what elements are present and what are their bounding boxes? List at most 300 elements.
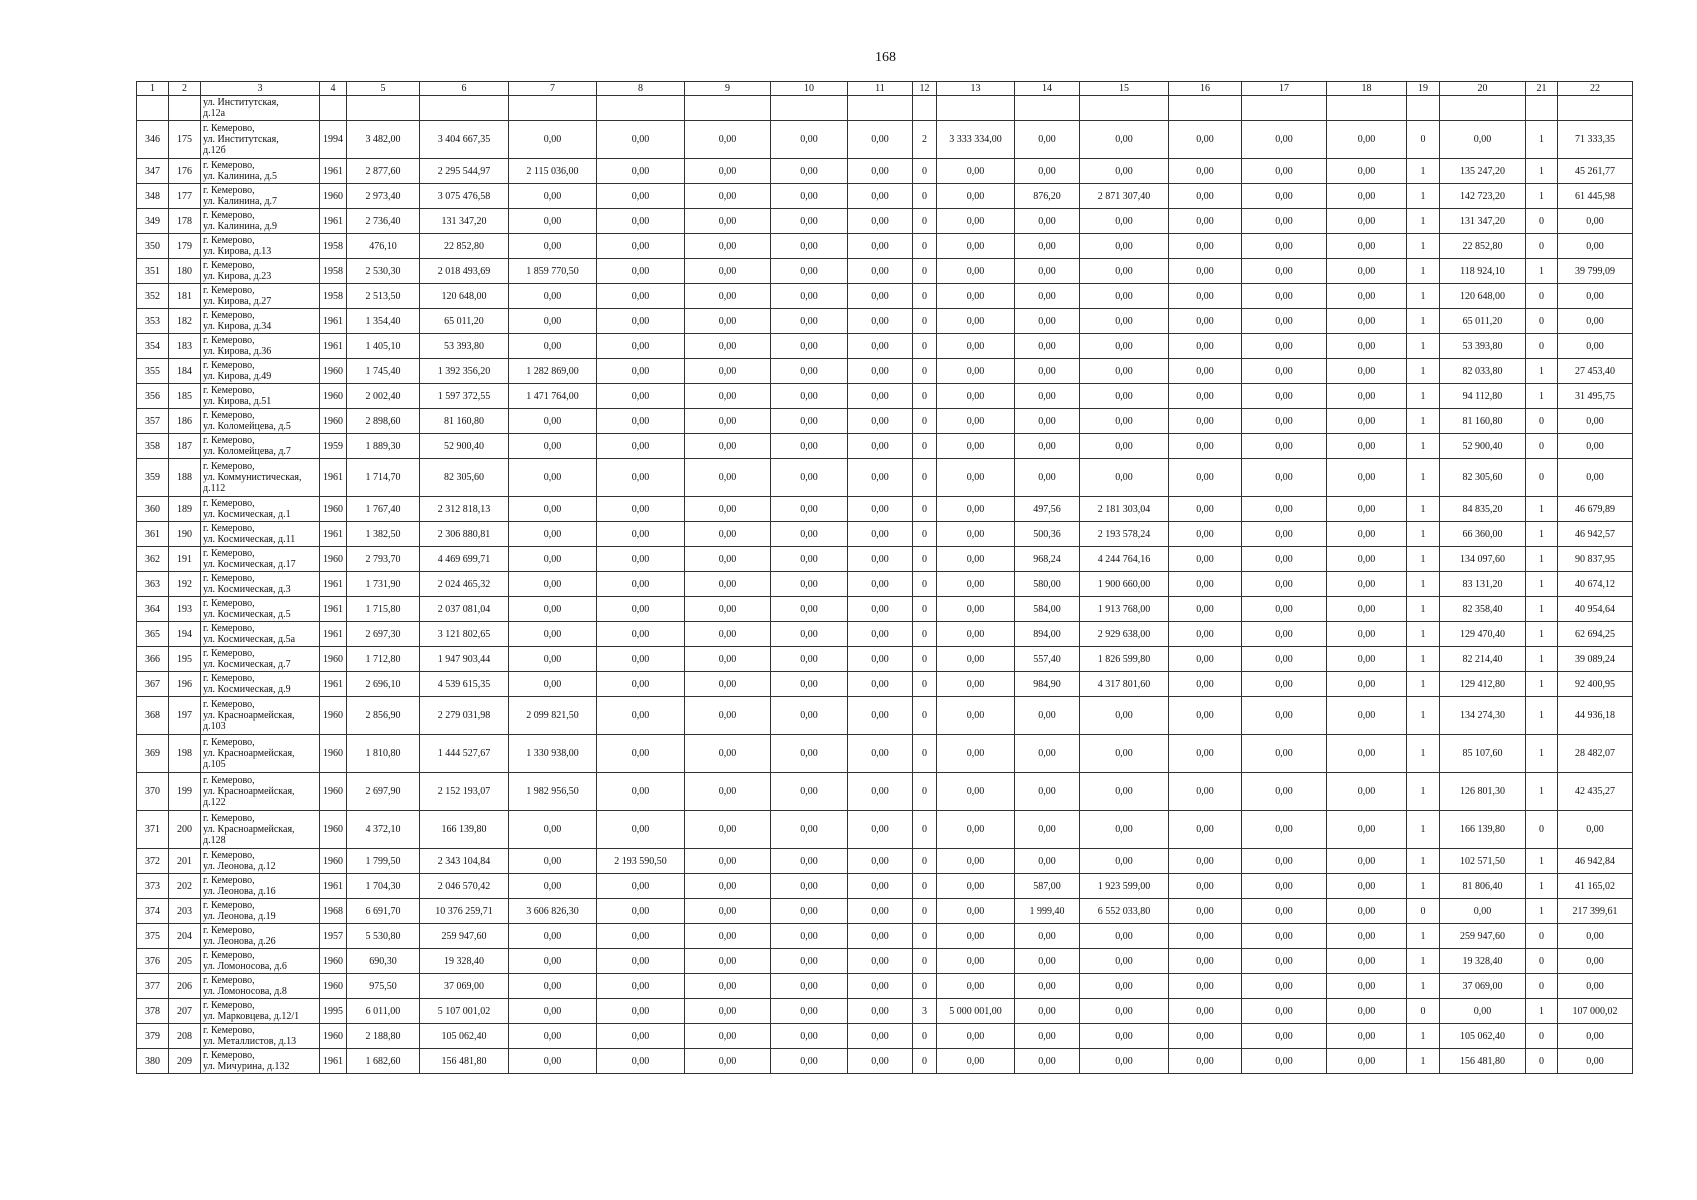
cell-c9: 0,00 xyxy=(685,899,771,924)
cell-c5: 1 745,40 xyxy=(347,359,420,384)
cell-c11: 0,00 xyxy=(848,874,913,899)
cell-c11: 0,00 xyxy=(848,622,913,647)
cell-c8: 0,00 xyxy=(597,924,685,949)
cell-c7: 0,00 xyxy=(509,999,597,1024)
cell-c18: 0,00 xyxy=(1327,924,1407,949)
cell-c13: 0,00 xyxy=(937,184,1015,209)
cell-c4: 1960 xyxy=(320,184,347,209)
cell-c13: 0,00 xyxy=(937,974,1015,999)
cell-c4: 1961 xyxy=(320,1049,347,1074)
cell-c20: 135 247,20 xyxy=(1440,159,1526,184)
cell-c19: 1 xyxy=(1407,874,1440,899)
cell-c18: 0,00 xyxy=(1327,773,1407,811)
cell-c16: 0,00 xyxy=(1169,234,1242,259)
cell-c6: 10 376 259,71 xyxy=(420,899,509,924)
cell-c11: 0,00 xyxy=(848,999,913,1024)
cell-c15: 0,00 xyxy=(1080,309,1169,334)
cell-c18: 0,00 xyxy=(1327,899,1407,924)
cell-c5: 1 767,40 xyxy=(347,497,420,522)
cell-c1: 367 xyxy=(137,672,169,697)
cell-c8: 0,00 xyxy=(597,334,685,359)
column-header: 18 xyxy=(1327,82,1407,96)
cell-c11: 0,00 xyxy=(848,597,913,622)
cell-c10: 0,00 xyxy=(771,597,848,622)
cell-c17: 0,00 xyxy=(1242,209,1327,234)
cell-c6: 2 279 031,98 xyxy=(420,697,509,735)
cell-c8: 0,00 xyxy=(597,497,685,522)
cell-c5: 1 889,30 xyxy=(347,434,420,459)
cell-c20: 259 947,60 xyxy=(1440,924,1526,949)
cell-c7: 0,00 xyxy=(509,572,597,597)
cell-c17: 0,00 xyxy=(1242,974,1327,999)
cell-c22: 0,00 xyxy=(1558,309,1633,334)
cell-c19: 1 xyxy=(1407,434,1440,459)
cell-c15: 0,00 xyxy=(1080,849,1169,874)
cell-c22: 45 261,77 xyxy=(1558,159,1633,184)
cell-c7: 0,00 xyxy=(509,647,597,672)
cell-c13: 0,00 xyxy=(937,672,1015,697)
address-cell: г. Кемерово, ул. Красноармейская, д.105 xyxy=(201,735,320,773)
cell-c18: 0,00 xyxy=(1327,672,1407,697)
cell-c5: 690,30 xyxy=(347,949,420,974)
cell-c19: 1 xyxy=(1407,309,1440,334)
cell-c21: 0 xyxy=(1526,409,1558,434)
cell-c21: 0 xyxy=(1526,1049,1558,1074)
cell-c20: 0,00 xyxy=(1440,121,1526,159)
cell-c16: 0,00 xyxy=(1169,497,1242,522)
cell-c14: 580,00 xyxy=(1015,572,1080,597)
cell-c1: 348 xyxy=(137,184,169,209)
cell-c5: 1 682,60 xyxy=(347,1049,420,1074)
cell-c7: 0,00 xyxy=(509,334,597,359)
cell-c13: 0,00 xyxy=(937,1049,1015,1074)
column-header: 16 xyxy=(1169,82,1242,96)
cell-c11: 0,00 xyxy=(848,974,913,999)
cell-c18: 0,00 xyxy=(1327,309,1407,334)
cell-c6: 65 011,20 xyxy=(420,309,509,334)
cell-c22: 39 089,24 xyxy=(1558,647,1633,672)
cell-c7: 1 471 764,00 xyxy=(509,384,597,409)
cell-c14: 0,00 xyxy=(1015,949,1080,974)
table-row xyxy=(137,672,1633,697)
cell-c5: 2 898,60 xyxy=(347,409,420,434)
cell-c13: 0,00 xyxy=(937,497,1015,522)
cell-c7: 0,00 xyxy=(509,209,597,234)
cell-c21: 1 xyxy=(1526,697,1558,735)
cell-c6: 82 305,60 xyxy=(420,459,509,497)
cell-c19: 1 xyxy=(1407,597,1440,622)
cell-c21: 1 xyxy=(1526,121,1558,159)
column-header: 19 xyxy=(1407,82,1440,96)
cell-c7: 0,00 xyxy=(509,1024,597,1049)
continuation-row xyxy=(137,96,1633,121)
cell-c11: 0,00 xyxy=(848,899,913,924)
cell-c15: 0,00 xyxy=(1080,384,1169,409)
cell-c15: 6 552 033,80 xyxy=(1080,899,1169,924)
cell-c11: 0,00 xyxy=(848,735,913,773)
cell-c4: 1958 xyxy=(320,284,347,309)
cell-c7: 0,00 xyxy=(509,459,597,497)
cell-c22: 31 495,75 xyxy=(1558,384,1633,409)
cell-c15: 1 900 660,00 xyxy=(1080,572,1169,597)
cell-c7: 0,00 xyxy=(509,597,597,622)
cell-c2: 199 xyxy=(169,773,201,811)
cell-c18: 0,00 xyxy=(1327,284,1407,309)
cell-c2: 182 xyxy=(169,309,201,334)
cell-c12: 0 xyxy=(913,672,937,697)
column-header: 4 xyxy=(320,82,347,96)
cell-c4: 1961 xyxy=(320,572,347,597)
cell-c20: 105 062,40 xyxy=(1440,1024,1526,1049)
cell-c19: 1 xyxy=(1407,1049,1440,1074)
cell-c16: 0,00 xyxy=(1169,697,1242,735)
cell-c22: 0,00 xyxy=(1558,434,1633,459)
cell-c18: 0,00 xyxy=(1327,547,1407,572)
cell-c2: 175 xyxy=(169,121,201,159)
cell-c20: 22 852,80 xyxy=(1440,234,1526,259)
column-header: 11 xyxy=(848,82,913,96)
cell-c16: 0,00 xyxy=(1169,622,1242,647)
cell-c2: 195 xyxy=(169,647,201,672)
address-cell: г. Кемерово, ул. Красноармейская, д.128 xyxy=(201,811,320,849)
cell-c20: 53 393,80 xyxy=(1440,334,1526,359)
cell-c14: 0,00 xyxy=(1015,334,1080,359)
cell-c12: 0 xyxy=(913,284,937,309)
cell-c11: 0,00 xyxy=(848,1024,913,1049)
cell-c4: 1960 xyxy=(320,849,347,874)
cell-c17: 0,00 xyxy=(1242,1049,1327,1074)
cell-c1: 357 xyxy=(137,409,169,434)
cell-c21: 0 xyxy=(1526,434,1558,459)
cell-c21: 1 xyxy=(1526,647,1558,672)
cell-c1: 362 xyxy=(137,547,169,572)
cell-c4: 1960 xyxy=(320,409,347,434)
cell-c14: 968,24 xyxy=(1015,547,1080,572)
cell-c12: 0 xyxy=(913,647,937,672)
cell-c13: 0,00 xyxy=(937,647,1015,672)
cell-c6: 120 648,00 xyxy=(420,284,509,309)
cell-c6: 1 947 903,44 xyxy=(420,647,509,672)
cell-c11: 0,00 xyxy=(848,924,913,949)
cell-c12: 0 xyxy=(913,924,937,949)
cell-c17: 0,00 xyxy=(1242,121,1327,159)
cell-c9: 0,00 xyxy=(685,459,771,497)
cell-c4: 1961 xyxy=(320,522,347,547)
column-header: 5 xyxy=(347,82,420,96)
cell-c22: 0,00 xyxy=(1558,1049,1633,1074)
address-cell: г. Кемерово, ул. Коломейцева, д.5 xyxy=(201,409,320,434)
cell-c12: 0 xyxy=(913,849,937,874)
column-header: 21 xyxy=(1526,82,1558,96)
cell-c21: 0 xyxy=(1526,811,1558,849)
cell-c22: 217 399,61 xyxy=(1558,899,1633,924)
cell-c4: 1960 xyxy=(320,547,347,572)
cell-c6: 2 046 570,42 xyxy=(420,874,509,899)
cell-c5: 1 731,90 xyxy=(347,572,420,597)
cell-c21: 0 xyxy=(1526,334,1558,359)
cell-c9: 0,00 xyxy=(685,359,771,384)
cell-c17: 0,00 xyxy=(1242,359,1327,384)
cell-c14: 500,36 xyxy=(1015,522,1080,547)
address-cell: г. Кемерово, ул. Космическая, д.5а xyxy=(201,622,320,647)
cell-c2: 177 xyxy=(169,184,201,209)
cell-c18: 0,00 xyxy=(1327,597,1407,622)
cell-c21: 1 xyxy=(1526,999,1558,1024)
cell-c13: 0,00 xyxy=(937,874,1015,899)
cell-c22: 0,00 xyxy=(1558,234,1633,259)
cell-c17: 0,00 xyxy=(1242,672,1327,697)
cell-c19: 1 xyxy=(1407,497,1440,522)
cell-c8: 0,00 xyxy=(597,697,685,735)
cell-c15: 0,00 xyxy=(1080,259,1169,284)
cell-c12: 0 xyxy=(913,899,937,924)
cell-c4: 1960 xyxy=(320,949,347,974)
cell-c2: 180 xyxy=(169,259,201,284)
cell-c22: 0,00 xyxy=(1558,284,1633,309)
cell-c13: 0,00 xyxy=(937,459,1015,497)
cell-c17: 0,00 xyxy=(1242,184,1327,209)
address-cell: г. Кемерово, ул. Космическая, д.11 xyxy=(201,522,320,547)
cell-c17: 0,00 xyxy=(1242,773,1327,811)
cell-c4: 1960 xyxy=(320,974,347,999)
cell-c18: 0,00 xyxy=(1327,849,1407,874)
cell-c7: 0,00 xyxy=(509,234,597,259)
cell-c20: 118 924,10 xyxy=(1440,259,1526,284)
address-cell: г. Кемерово, ул. Марковцева, д.12/1 xyxy=(201,999,320,1024)
cell-c22: 46 942,84 xyxy=(1558,849,1633,874)
table-row xyxy=(137,697,1633,735)
cell-c17: 0,00 xyxy=(1242,999,1327,1024)
cell-c14: 0,00 xyxy=(1015,849,1080,874)
table-row xyxy=(137,497,1633,522)
cell-c2: 201 xyxy=(169,849,201,874)
cell-c17: 0,00 xyxy=(1242,597,1327,622)
cell-c1: 349 xyxy=(137,209,169,234)
cell-c12: 0 xyxy=(913,1049,937,1074)
cell-c11: 0,00 xyxy=(848,259,913,284)
data-table xyxy=(136,81,1633,1074)
cell-c19: 1 xyxy=(1407,672,1440,697)
cell-c9: 0,00 xyxy=(685,209,771,234)
cell-c15: 0,00 xyxy=(1080,697,1169,735)
cell-c16: 0,00 xyxy=(1169,811,1242,849)
cell-c2: 187 xyxy=(169,434,201,459)
cell-c4: 1961 xyxy=(320,672,347,697)
cell-c16: 0,00 xyxy=(1169,597,1242,622)
cell-c19: 1 xyxy=(1407,949,1440,974)
cell-c9: 0,00 xyxy=(685,1049,771,1074)
cell-c22: 0,00 xyxy=(1558,924,1633,949)
cell-c22: 0,00 xyxy=(1558,949,1633,974)
address-cell: г. Кемерово, ул. Космическая, д.9 xyxy=(201,672,320,697)
cell-c19: 1 xyxy=(1407,209,1440,234)
cell-c15: 2 929 638,00 xyxy=(1080,622,1169,647)
table-row xyxy=(137,924,1633,949)
cell-c19: 1 xyxy=(1407,697,1440,735)
cell-c11: 0,00 xyxy=(848,1049,913,1074)
table-row xyxy=(137,184,1633,209)
cell-c17: 0,00 xyxy=(1242,284,1327,309)
cell-c13: 0,00 xyxy=(937,409,1015,434)
cell-c11: 0,00 xyxy=(848,384,913,409)
cell-c19: 0 xyxy=(1407,899,1440,924)
cell-c2: 186 xyxy=(169,409,201,434)
cell-c2: 192 xyxy=(169,572,201,597)
cell-c22: 0,00 xyxy=(1558,409,1633,434)
cell-c20: 142 723,20 xyxy=(1440,184,1526,209)
column-header: 12 xyxy=(913,82,937,96)
cell-c19: 1 xyxy=(1407,284,1440,309)
cell-c17: 0,00 xyxy=(1242,309,1327,334)
cell-c22: 28 482,07 xyxy=(1558,735,1633,773)
cell-c8: 0,00 xyxy=(597,672,685,697)
cell-c8: 0,00 xyxy=(597,899,685,924)
cell-c14: 0,00 xyxy=(1015,773,1080,811)
cell-c13: 0,00 xyxy=(937,773,1015,811)
cell-c12: 0 xyxy=(913,974,937,999)
cell-c7: 0,00 xyxy=(509,949,597,974)
cell-c8: 2 193 590,50 xyxy=(597,849,685,874)
cell-c13: 0,00 xyxy=(937,284,1015,309)
cell-c4: 1960 xyxy=(320,1024,347,1049)
table-row xyxy=(137,622,1633,647)
cell-c20: 0,00 xyxy=(1440,999,1526,1024)
column-header: 9 xyxy=(685,82,771,96)
cell-c15: 0,00 xyxy=(1080,359,1169,384)
cell-c7: 0,00 xyxy=(509,874,597,899)
cell-c11: 0,00 xyxy=(848,159,913,184)
cell-c16: 0,00 xyxy=(1169,849,1242,874)
cell-c2: 178 xyxy=(169,209,201,234)
cell-c16: 0,00 xyxy=(1169,735,1242,773)
cell-c17: 0,00 xyxy=(1242,159,1327,184)
address-cell: г. Кемерово, ул. Кирова, д.27 xyxy=(201,284,320,309)
cell-c9: 0,00 xyxy=(685,874,771,899)
cell-c8: 0,00 xyxy=(597,735,685,773)
cell-c11: 0,00 xyxy=(848,672,913,697)
cell-c10: 0,00 xyxy=(771,259,848,284)
cell-c4: 1958 xyxy=(320,234,347,259)
address-cell: г. Кемерово, ул. Металлистов, д.13 xyxy=(201,1024,320,1049)
cell-c2: 204 xyxy=(169,924,201,949)
cell-c5: 1 715,80 xyxy=(347,597,420,622)
cell-c5: 975,50 xyxy=(347,974,420,999)
cell-c4: 1960 xyxy=(320,735,347,773)
cell-c8: 0,00 xyxy=(597,434,685,459)
cell-c10: 0,00 xyxy=(771,924,848,949)
cell-c11: 0,00 xyxy=(848,522,913,547)
cell-c13: 0,00 xyxy=(937,309,1015,334)
cell-c1: 376 xyxy=(137,949,169,974)
table-row xyxy=(137,811,1633,849)
cell-c12: 0 xyxy=(913,949,937,974)
cell-c5: 1 714,70 xyxy=(347,459,420,497)
cell-c7: 0,00 xyxy=(509,284,597,309)
cell-c6: 37 069,00 xyxy=(420,974,509,999)
cell-c21: 1 xyxy=(1526,899,1558,924)
cell-c21: 1 xyxy=(1526,773,1558,811)
cell-c20: 129 470,40 xyxy=(1440,622,1526,647)
cell-c8: 0,00 xyxy=(597,572,685,597)
cell-c9: 0,00 xyxy=(685,522,771,547)
cell-c18: 0,00 xyxy=(1327,949,1407,974)
cell-c22: 62 694,25 xyxy=(1558,622,1633,647)
cell-c10: 0,00 xyxy=(771,672,848,697)
table-row xyxy=(137,522,1633,547)
cell-c18: 0,00 xyxy=(1327,647,1407,672)
cell-c16: 0,00 xyxy=(1169,522,1242,547)
cell-c11: 0,00 xyxy=(848,572,913,597)
cell-c10: 0,00 xyxy=(771,849,848,874)
cell-c11: 0,00 xyxy=(848,949,913,974)
cell-c10: 0,00 xyxy=(771,184,848,209)
cell-c6: 2 018 493,69 xyxy=(420,259,509,284)
cell-c7: 1 982 956,50 xyxy=(509,773,597,811)
cell-c12: 3 xyxy=(913,999,937,1024)
cell-c1: 365 xyxy=(137,622,169,647)
table-row xyxy=(137,572,1633,597)
cell-c22: 40 954,64 xyxy=(1558,597,1633,622)
cell-c17: 0,00 xyxy=(1242,334,1327,359)
column-header: 17 xyxy=(1242,82,1327,96)
cell-c18: 0,00 xyxy=(1327,434,1407,459)
cell-c11: 0,00 xyxy=(848,209,913,234)
cell-c9: 0,00 xyxy=(685,999,771,1024)
table-row xyxy=(137,334,1633,359)
cell-c18: 0,00 xyxy=(1327,384,1407,409)
cell-c2: 191 xyxy=(169,547,201,572)
cell-c22: 46 679,89 xyxy=(1558,497,1633,522)
cell-c19: 1 xyxy=(1407,1024,1440,1049)
cell-c12: 0 xyxy=(913,409,937,434)
cell-c10: 0,00 xyxy=(771,434,848,459)
cell-c18: 0,00 xyxy=(1327,999,1407,1024)
cell-c20: 166 139,80 xyxy=(1440,811,1526,849)
cell-c20: 134 274,30 xyxy=(1440,697,1526,735)
cell-c16: 0,00 xyxy=(1169,672,1242,697)
cell-c15: 0,00 xyxy=(1080,974,1169,999)
cell-c11: 0,00 xyxy=(848,459,913,497)
cell-c5: 1 712,80 xyxy=(347,647,420,672)
cell-c2: 185 xyxy=(169,384,201,409)
cell-c10: 0,00 xyxy=(771,899,848,924)
cell-c4: 1961 xyxy=(320,622,347,647)
cell-c5: 2 856,90 xyxy=(347,697,420,735)
cell-c4: 1961 xyxy=(320,874,347,899)
cell-c22: 0,00 xyxy=(1558,334,1633,359)
cell-c17: 0,00 xyxy=(1242,735,1327,773)
cell-c1: 364 xyxy=(137,597,169,622)
cell-c5: 6 011,00 xyxy=(347,999,420,1024)
cell-c10: 0,00 xyxy=(771,284,848,309)
cell-c13: 0,00 xyxy=(937,849,1015,874)
address-cell: г. Кемерово, ул. Космическая, д.1 xyxy=(201,497,320,522)
cell-c18: 0,00 xyxy=(1327,572,1407,597)
cell-c12: 0 xyxy=(913,622,937,647)
cell-c2: 206 xyxy=(169,974,201,999)
cell-c2: 190 xyxy=(169,522,201,547)
cell-c6: 22 852,80 xyxy=(420,234,509,259)
address-cell: г. Кемерово, ул. Леонова, д.26 xyxy=(201,924,320,949)
cell-c2: 194 xyxy=(169,622,201,647)
cell-c14: 0,00 xyxy=(1015,234,1080,259)
cell-c16: 0,00 xyxy=(1169,159,1242,184)
cell-c9: 0,00 xyxy=(685,672,771,697)
cell-c20: 82 214,40 xyxy=(1440,647,1526,672)
cell-c15: 0,00 xyxy=(1080,121,1169,159)
cell-c9: 0,00 xyxy=(685,622,771,647)
cell-c11: 0,00 xyxy=(848,434,913,459)
